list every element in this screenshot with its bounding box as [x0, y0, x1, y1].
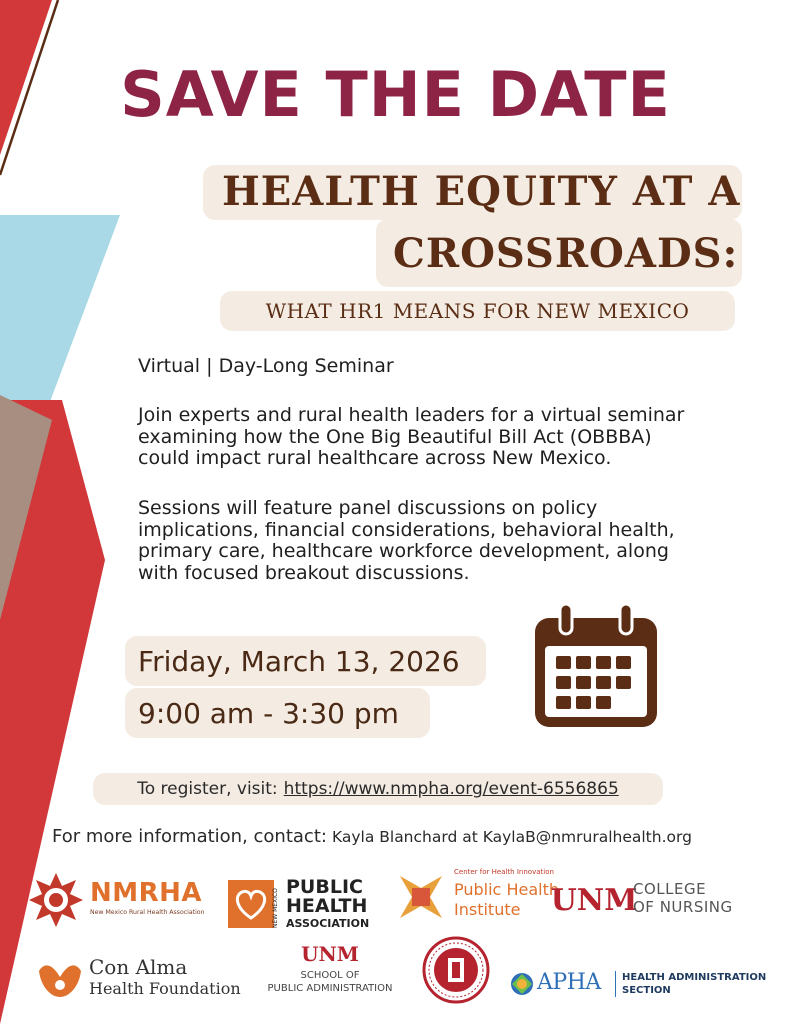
conalma-line1: Con Alma [89, 955, 188, 979]
unm-small-monogram-icon [301, 940, 359, 966]
nmpha-heart-icon [228, 880, 274, 928]
apha-line1: HEALTH ADMINISTRATION [622, 972, 767, 983]
nursing-line1: COLLEGE [633, 880, 707, 898]
subtitle: WHAT HR1 MEANS FOR NEW MEXICO [265, 299, 690, 323]
university-seal-icon [422, 936, 490, 1004]
spa-line1: SCHOOL OF [300, 970, 360, 981]
description-paragraph-2 [138, 498, 675, 584]
apha-logo [510, 968, 780, 1002]
chi-star-icon [398, 874, 444, 920]
unm-monogram-icon [550, 878, 638, 918]
nmrha-logo [28, 872, 228, 928]
contact-details[interactable]: Kayla Blanchard at KaylaB@nmruralhealth.org [331, 828, 692, 846]
nursing-line2: OF NURSING [633, 898, 733, 916]
paragraph-line: primary care, healthcare workforce development, along [138, 540, 669, 562]
conalma-hands-icon [35, 957, 85, 1001]
description-paragraph-1 [138, 405, 684, 470]
event-time: 9:00 am - 3:30 pm [138, 696, 399, 730]
nmrha-name: NMRHA [90, 878, 203, 908]
event-date: Friday, March 13, 2026 [138, 644, 460, 678]
chi-line1: Public Health [454, 880, 559, 899]
paragraph-line: implications, financial considerations, behavioral health, [138, 518, 675, 541]
nursing-logo [550, 876, 765, 926]
register-line [93, 773, 663, 805]
contact-label: For more information, contact: [52, 826, 327, 847]
calendar-icon [532, 602, 660, 730]
nmrha-star-icon [28, 872, 84, 928]
apha-divider [615, 971, 616, 997]
apha-name: APHA [537, 970, 601, 995]
paragraph-line: Sessions will feature panel discussions on policy [138, 497, 598, 519]
paragraph-line: Join experts and rural health leaders for a virtual seminar [138, 404, 685, 426]
conalma-logo [35, 955, 245, 1005]
nmpha-vertical-text: NEW MEXICO [272, 888, 279, 928]
svg-text:UNM: UNM [550, 883, 638, 918]
chi-small-text: Center for Health Innovation [454, 868, 554, 876]
paragraph-line: with focused breakout discussions. [138, 561, 470, 584]
apha-globe-icon [510, 972, 534, 996]
register-link[interactable]: https://www.nmpha.org/event-6556865 [283, 779, 619, 799]
save-the-date-headline: SAVE THE DATE [120, 58, 671, 131]
chi-logo [398, 868, 558, 928]
spa-line2: PUBLIC ADMINISTRATION [267, 983, 393, 994]
nmpha-line3: ASSOCIATION [286, 917, 370, 930]
paragraph-line: examining how the One Big Beautiful Bill Act (OBBBA) [138, 425, 652, 448]
register-label: To register, visit: [137, 779, 278, 799]
title-line-2: CROSSROADS: [393, 230, 739, 277]
nmpha-logo [228, 878, 378, 934]
apha-line2: SECTION [622, 985, 671, 996]
spa-logo [255, 940, 405, 1000]
chi-line2: Institute [454, 900, 521, 919]
nmrha-tagline: New Mexico Rural Health Association [90, 909, 205, 916]
nmpha-line1: PUBLIC [286, 876, 363, 898]
event-format: Virtual | Day-Long Seminar [138, 355, 394, 377]
paragraph-line: could impact rural healthcare across New Mexico. [138, 447, 612, 469]
title-line-1: HEALTH EQUITY AT A [222, 168, 741, 215]
svg-text:UNM: UNM [301, 942, 359, 966]
nmpha-line2: HEALTH [286, 895, 368, 917]
contact-line [52, 826, 692, 847]
conalma-line2: Health Foundation [89, 979, 241, 998]
